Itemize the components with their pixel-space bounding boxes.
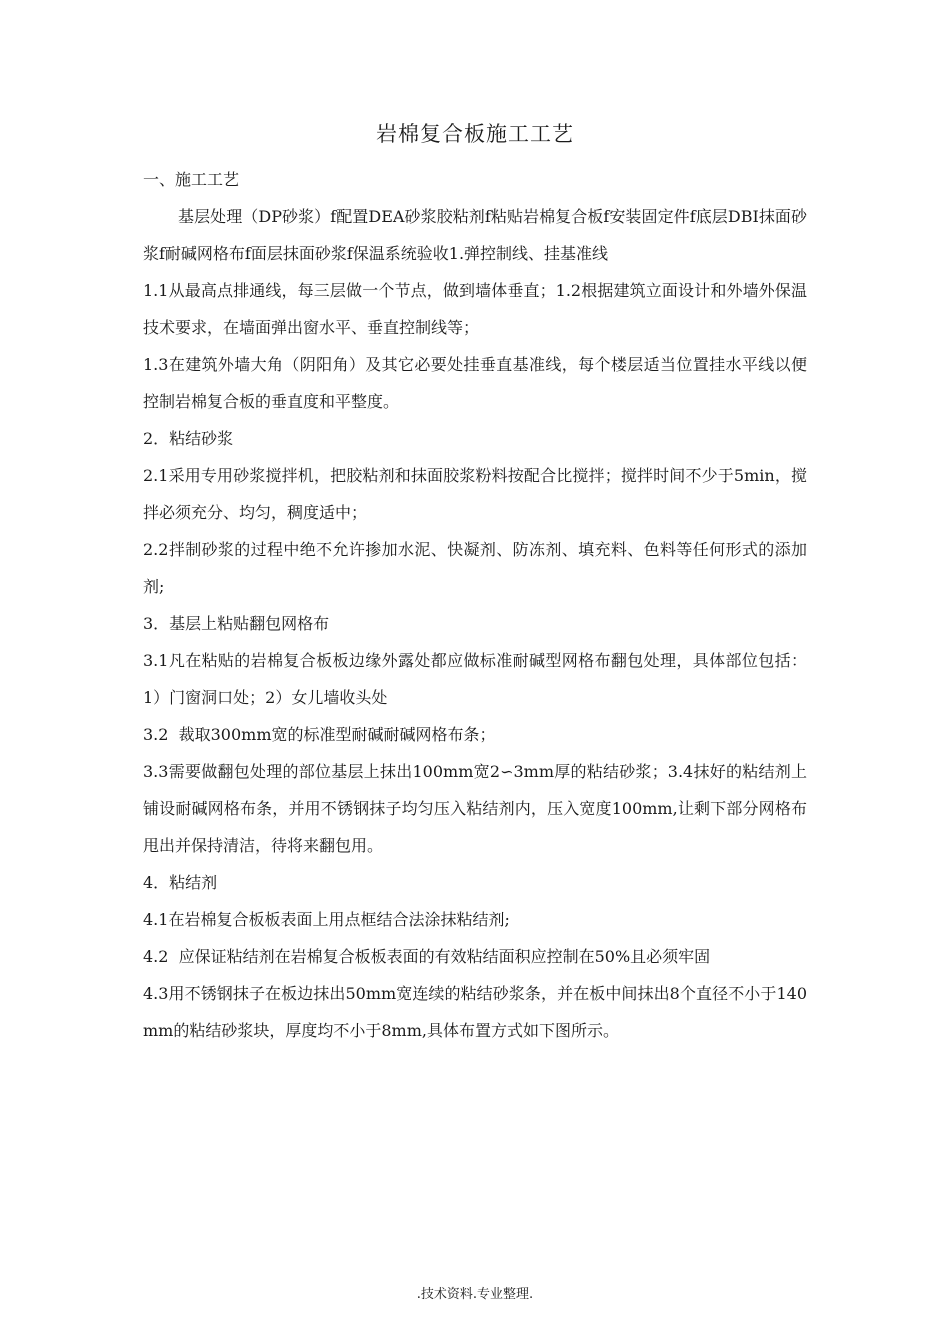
paragraph-4-2: 4.2 应保证粘结剂在岩棉复合板板表面的有效粘结面积应控制在50%且必须牢固 (143, 947, 711, 966)
process-flow-paragraph: 基层处理（DP砂浆）f配置DEA砂浆胶粘剂f粘贴岩棉复合板f安装固定件f底层DBI抹面砂浆f耐碱网格布f面层抹面砂浆f保温系统验收1.弹控制线、挂基准线 (143, 207, 807, 263)
paragraph-4-3: 4.3用不锈钢抹子在板边抹出50mm宽连续的粘结砂浆条，并在板中间抹出8个直径不小于140mm的粘结砂浆块，厚度均不小于8mm,具体布置方式如下图所示。 (143, 984, 807, 1040)
paragraph-3-3: 3.3需要做翻包处理的部位基层上抹出100mm宽2∽3mm厚的粘结砂浆；3.4抹好的粘结剂上铺设耐碱网格布条，并用不锈钢抹子均匀压入粘结剂内，压入宽度100mm,让剩下部分网格布甩出并保持清洁，待将来翻包用。 (143, 762, 807, 855)
paragraph-3-2: 3.2 裁取300mm宽的标准型耐碱耐碱网格布条； (143, 725, 496, 744)
section-heading-1: 一、施工工艺 (143, 170, 240, 189)
paragraph-1-3: 1.3在建筑外墙大角（阴阳角）及其它必要处挂垂直基准线，每个楼层适当位置挂水平线以便控制岩棉复合板的垂直度和平整度。 (143, 355, 807, 411)
paragraph-4-1: 4.1在岩棉复合板板表面上用点框结合法涂抹粘结剂; (143, 910, 510, 929)
paragraph-3-1: 3.1凡在粘贴的岩棉复合板板边缘外露处都应做标准耐碱型网格布翻包处理，具体部位包括：1）门窗洞口处；2）女儿墙收头处 (143, 651, 807, 707)
paragraph-1-1: 1.1从最高点排通线，每三层做一个节点，做到墙体垂直；1.2根据建筑立面设计和外墙外保温技术要求，在墙面弹出窗水平、垂直控制线等； (143, 281, 807, 337)
paragraph-2-1: 2.1采用专用砂浆搅拌机，把胶粘剂和抹面胶浆粉料按配合比搅拌；搅拌时间不少于5min，搅拌必须充分、均匀，稠度适中； (143, 466, 807, 522)
document-title: 岩棉复合板施工工艺 (376, 122, 574, 146)
section-heading-4: 4．粘结剂 (143, 873, 218, 892)
section-heading-2: 2．粘结砂浆 (143, 429, 234, 448)
section-heading-3: 3．基层上粘贴翻包网格布 (143, 614, 330, 633)
page-footer: .技术资料.专业整理. (416, 1287, 534, 1302)
paragraph-2-2: 2.2拌制砂浆的过程中绝不允许掺加水泥、快凝剂、防冻剂、填充料、色料等任何形式的添加剂; (143, 540, 807, 596)
document-body (143, 161, 807, 1049)
